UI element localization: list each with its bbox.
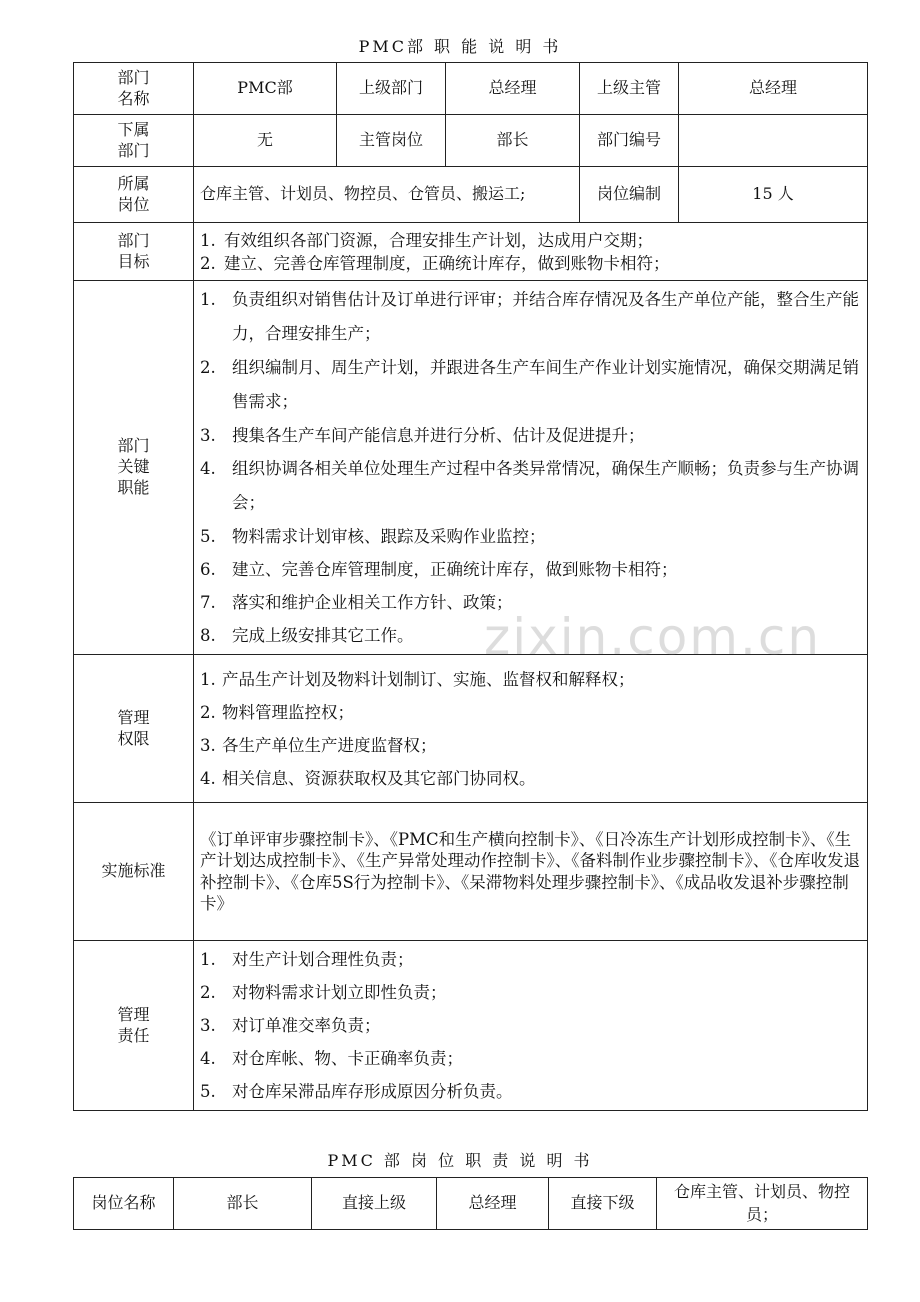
row-key-functions [74, 281, 868, 655]
function-item: 3. 搜集各生产车间产能信息并进行分析、估计及促进提升； [200, 426, 645, 445]
direct-superior-label: 直接上级 [312, 1178, 437, 1230]
responsibility-item: 5. 对仓库呆滞品库存形成原因分析负责。 [200, 1082, 513, 1101]
post-name-value: 部长 [174, 1178, 312, 1230]
function-item: 8. 完成上级安排其它工作。 [200, 626, 414, 645]
responsibility-item: 3. 对订单准交率负责； [200, 1016, 381, 1035]
head-post-value: 部长 [446, 115, 580, 167]
row-post-name [74, 1178, 868, 1230]
posts-label: 所属 岗位 [74, 167, 194, 223]
post-duty-table [73, 1177, 868, 1230]
watermark-text: zixin.com.cn [484, 608, 822, 666]
function-item: 6. 建立、完善仓库管理制度，正确统计库存，做到账物卡相符； [200, 560, 678, 579]
superior-mgr-label: 上级主管 [580, 63, 679, 115]
row-sub-dept [74, 115, 868, 167]
key-functions-label: 部门 关键 职能 [74, 281, 194, 655]
goals-list [194, 223, 868, 281]
function-item: 2. 组织编制月、周生产计划，并跟进各生产车间生产作业计划实施情况，确保交期满足销售需求； [200, 358, 859, 411]
direct-superior-value: 总经理 [437, 1178, 549, 1230]
dept-code-value [679, 115, 868, 167]
posts-value: 仓库主管、计划员、物控员、仓管员、搬运工; [194, 167, 580, 223]
standards-label: 实施标准 [74, 803, 194, 941]
authority-item: 2. 物料管理监控权； [200, 702, 354, 722]
post-doc-title: PMC 部 岗 位 职 责 说 明 书 [327, 1151, 593, 1170]
function-item: 7. 落实和维护企业相关工作方针、政策； [200, 593, 513, 612]
function-item: 5. 物料需求计划审核、跟踪及采购作业监控； [200, 527, 546, 546]
key-functions-list [194, 281, 868, 655]
function-item: 4. 组织协调各相关单位处理生产过程中各类异常情况，确保生产顺畅；负责参与生产协调会； [200, 459, 859, 512]
dept-name-label: 部门 名称 [74, 63, 194, 115]
responsibility-list [194, 941, 868, 1111]
superior-dept-value: 总经理 [446, 63, 580, 115]
dept-function-table [73, 62, 868, 1111]
dept-doc-title: PMC部 职 能 说 明 书 [358, 37, 562, 56]
function-item: 1. 负责组织对销售估计及订单进行评审；并结合库存情况及各生产单位产能，整合生产能力，合理安排生产； [200, 290, 859, 343]
superior-dept-label: 上级部门 [337, 63, 446, 115]
dept-name-value: PMC部 [194, 63, 337, 115]
head-post-label: 主管岗位 [337, 115, 446, 167]
post-name-label: 岗位名称 [74, 1178, 174, 1230]
direct-sub-value: 仓库主管、计划员、物控员； [657, 1178, 868, 1230]
authority-item: 3. 各生产单位生产进度监督权； [200, 735, 437, 755]
direct-sub-label: 直接下级 [549, 1178, 657, 1230]
superior-mgr-value: 总经理 [679, 63, 868, 115]
row-authority [74, 655, 868, 803]
responsibility-item: 2. 对物料需求计划立即性负责； [200, 983, 447, 1002]
dept-code-label: 部门编号 [580, 115, 679, 167]
sub-dept-label: 下属 部门 [74, 115, 194, 167]
goal-item: 1. 有效组织各部门资源，合理安排生产计划，达成用户交期； [200, 230, 653, 250]
responsibility-label: 管理 责任 [74, 941, 194, 1111]
responsibility-item: 4. 对仓库帐、物、卡正确率负责； [200, 1049, 463, 1068]
headcount-label: 岗位编制 [580, 167, 679, 223]
row-responsibility [74, 941, 868, 1111]
authority-item: 4. 相关信息、资源获取权及其它部门协同权。 [200, 768, 536, 788]
sub-dept-value: 无 [194, 115, 337, 167]
responsibility-item: 1. 对生产计划合理性负责； [200, 950, 414, 969]
row-goals [74, 223, 868, 281]
headcount-value: 15 人 [679, 167, 868, 223]
goal-item: 2. 建立、完善仓库管理制度，正确统计库存，做到账物卡相符； [200, 253, 670, 273]
authority-label: 管理 权限 [74, 655, 194, 803]
standards-text: 《订单评审步骤控制卡》、《PMC和生产横向控制卡》、《日冷冻生产计划形成控制卡》、《生产计划达成控制卡》、《生产异常处理动作控制卡》、《备料制作业步骤控制卡》、《仓库收发退补控制卡》、《仓库5S行为控制卡》、《呆滞物料处理步骤控制卡》、《成品收发退补步骤控制卡》 [194, 803, 868, 941]
row-standards [74, 803, 868, 941]
authority-item: 1. 产品生产计划及物料计划制订、实施、监督权和解释权； [200, 669, 635, 689]
row-posts [74, 167, 868, 223]
authority-list [194, 655, 868, 803]
row-dept-name [74, 63, 868, 115]
goals-label: 部门 目标 [74, 223, 194, 281]
